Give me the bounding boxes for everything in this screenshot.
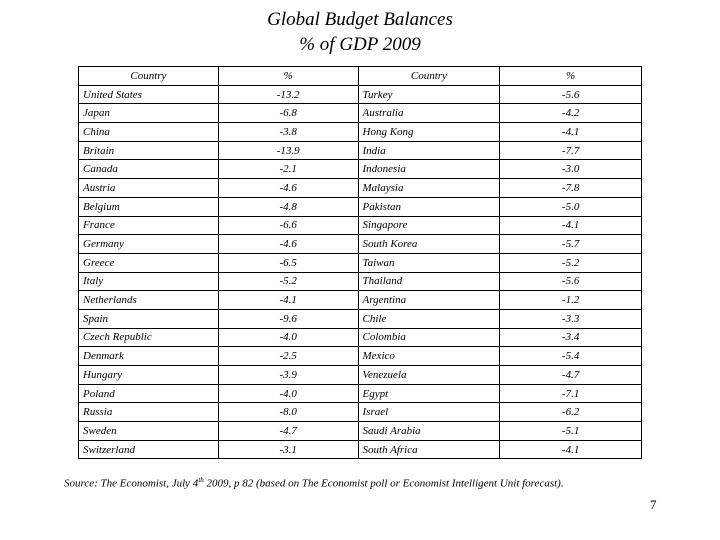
- header-percent-left: %: [218, 67, 358, 86]
- cell-percent-right: -5.0: [500, 197, 642, 216]
- cell-country-left: Sweden: [79, 422, 219, 441]
- cell-country-right: Colombia: [358, 328, 500, 347]
- table-row: [79, 291, 642, 310]
- cell-country-left: United States: [79, 85, 219, 104]
- cell-country-left: Czech Republic: [79, 328, 219, 347]
- cell-percent-right: -5.4: [500, 347, 642, 366]
- source-suffix: 2009, p 82 (based on The Economist poll or Economist Intelligent Unit forecast).: [203, 477, 564, 490]
- table-row: [79, 347, 642, 366]
- cell-percent-right: -5.2: [500, 253, 642, 272]
- cell-country-left: Japan: [79, 104, 219, 123]
- cell-percent-left: -6.6: [218, 216, 358, 235]
- cell-country-left: Greece: [79, 253, 219, 272]
- cell-country-left: China: [79, 123, 219, 142]
- cell-country-right: Egypt: [358, 384, 500, 403]
- cell-country-right: Argentina: [358, 291, 500, 310]
- cell-percent-right: -7.8: [500, 179, 642, 198]
- page-number: 7: [650, 497, 657, 512]
- table-row: [79, 104, 642, 123]
- cell-country-left: Austria: [79, 179, 219, 198]
- table-header-row: [79, 67, 642, 86]
- cell-percent-left: -4.0: [218, 384, 358, 403]
- cell-country-right: Singapore: [358, 216, 500, 235]
- cell-percent-left: -8.0: [218, 403, 358, 422]
- cell-country-left: Hungary: [79, 366, 219, 385]
- source-prefix: Source: The Economist, July 4: [64, 477, 199, 490]
- page-title: Global Budget Balances: [267, 9, 453, 30]
- cell-percent-left: -5.2: [218, 272, 358, 291]
- table-row: [79, 253, 642, 272]
- header-percent-right: %: [500, 67, 642, 86]
- source-sup: th: [198, 476, 204, 484]
- cell-country-right: Malaysia: [358, 179, 500, 198]
- table-row: [79, 366, 642, 385]
- cell-percent-left: -2.1: [218, 160, 358, 179]
- cell-percent-left: -13.2: [218, 85, 358, 104]
- cell-percent-right: -7.1: [500, 384, 642, 403]
- table-row: [79, 85, 642, 104]
- cell-percent-right: -4.7: [500, 366, 642, 385]
- cell-percent-right: -5.1: [500, 422, 642, 441]
- cell-country-right: Venezuela: [358, 366, 500, 385]
- cell-country-right: Saudi Arabia: [358, 422, 500, 441]
- table-row: [79, 328, 642, 347]
- cell-country-right: Pakistan: [358, 197, 500, 216]
- table-row: [79, 403, 642, 422]
- cell-percent-right: -5.6: [500, 272, 642, 291]
- cell-country-right: Australia: [358, 104, 500, 123]
- cell-percent-right: -7.7: [500, 141, 642, 160]
- cell-country-left: Britain: [79, 141, 219, 160]
- cell-percent-right: -3.0: [500, 160, 642, 179]
- cell-country-right: Chile: [358, 309, 500, 328]
- table-row: [79, 141, 642, 160]
- page-subtitle: % of GDP 2009: [299, 34, 421, 55]
- cell-percent-right: -5.6: [500, 85, 642, 104]
- table-row: [79, 216, 642, 235]
- cell-percent-right: -4.1: [500, 123, 642, 142]
- cell-country-right: Mexico: [358, 347, 500, 366]
- table-row: [79, 272, 642, 291]
- header-country-left: Country: [79, 67, 219, 86]
- table-row: [79, 440, 642, 459]
- cell-percent-right: -6.2: [500, 403, 642, 422]
- cell-country-left: Spain: [79, 309, 219, 328]
- table-row: [79, 160, 642, 179]
- source-note: [64, 476, 564, 490]
- cell-percent-left: -2.5: [218, 347, 358, 366]
- cell-percent-right: -3.3: [500, 309, 642, 328]
- cell-percent-left: -6.8: [218, 104, 358, 123]
- table-row: [79, 235, 642, 254]
- cell-country-left: Netherlands: [79, 291, 219, 310]
- cell-percent-left: -6.5: [218, 253, 358, 272]
- cell-percent-left: -4.6: [218, 179, 358, 198]
- cell-percent-right: -3.4: [500, 328, 642, 347]
- budget-balance-table: [78, 66, 642, 459]
- cell-country-left: Italy: [79, 272, 219, 291]
- cell-country-left: Belgium: [79, 197, 219, 216]
- cell-percent-left: -3.9: [218, 366, 358, 385]
- cell-country-left: Poland: [79, 384, 219, 403]
- cell-country-right: India: [358, 141, 500, 160]
- cell-country-left: Germany: [79, 235, 219, 254]
- cell-percent-left: -13.9: [218, 141, 358, 160]
- table-row: [79, 309, 642, 328]
- cell-country-left: Switzerland: [79, 440, 219, 459]
- table-row: [79, 123, 642, 142]
- cell-percent-left: -3.1: [218, 440, 358, 459]
- cell-percent-right: -1.2: [500, 291, 642, 310]
- cell-percent-right: -4.1: [500, 216, 642, 235]
- cell-percent-right: -4.1: [500, 440, 642, 459]
- table-row: [79, 422, 642, 441]
- cell-country-right: Thailand: [358, 272, 500, 291]
- cell-percent-left: -4.6: [218, 235, 358, 254]
- cell-percent-left: -4.1: [218, 291, 358, 310]
- cell-country-right: Turkey: [358, 85, 500, 104]
- cell-percent-right: -5.7: [500, 235, 642, 254]
- cell-country-left: Denmark: [79, 347, 219, 366]
- cell-country-right: Israel: [358, 403, 500, 422]
- table-row: [79, 197, 642, 216]
- cell-percent-left: -9.6: [218, 309, 358, 328]
- cell-country-right: Taiwan: [358, 253, 500, 272]
- cell-percent-left: -4.7: [218, 422, 358, 441]
- header-country-right: Country: [358, 67, 500, 86]
- cell-country-right: Indonesia: [358, 160, 500, 179]
- cell-country-right: South Korea: [358, 235, 500, 254]
- cell-percent-left: -3.8: [218, 123, 358, 142]
- cell-percent-left: -4.8: [218, 197, 358, 216]
- cell-country-left: Russia: [79, 403, 219, 422]
- cell-country-left: France: [79, 216, 219, 235]
- cell-country-right: South Africa: [358, 440, 500, 459]
- cell-country-right: Hong Kong: [358, 123, 500, 142]
- cell-percent-right: -4.2: [500, 104, 642, 123]
- cell-percent-left: -4.0: [218, 328, 358, 347]
- table-row: [79, 384, 642, 403]
- table-row: [79, 179, 642, 198]
- cell-country-left: Canada: [79, 160, 219, 179]
